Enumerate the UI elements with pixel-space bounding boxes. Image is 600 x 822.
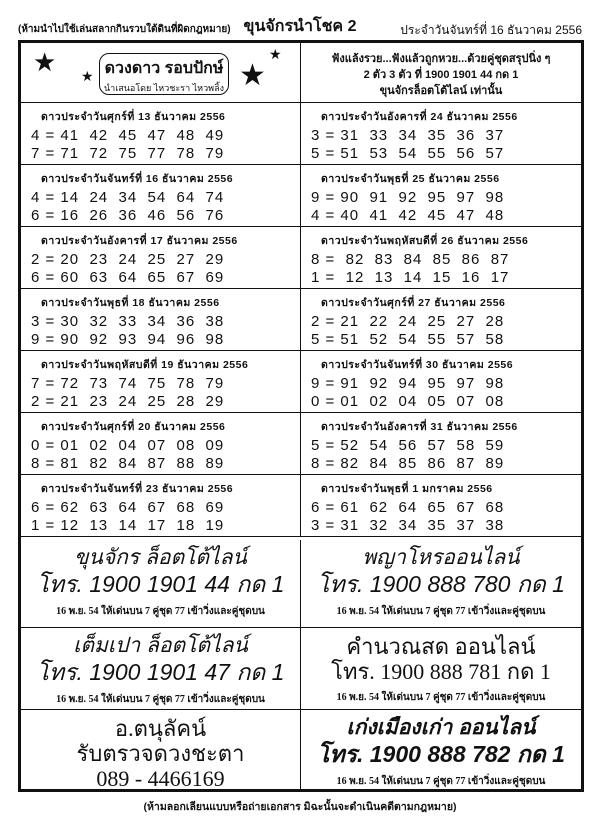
section-date: ดาวประจำวันพฤหัสบดีที่ 19 ธันวาคม 2556 <box>41 359 249 371</box>
section-date: ดาวประจำวันอังคารที่ 17 ธันวาคม 2556 <box>41 235 238 247</box>
number-row: 0 = 01 02 04 07 08 09 <box>31 437 225 454</box>
ad-phone: 089 - 4466169 <box>96 766 225 791</box>
star-day-section <box>301 103 581 165</box>
issue-date: ประจำวันจันทร์ที่ 16 ธันวาคม 2556 <box>400 23 582 37</box>
promo-line: 2 ตัว 3 ตัว ที่ 1900 1901 44 กด 1 <box>363 69 519 81</box>
ad-phone: โทร. 1900 1901 44 กด 1 <box>36 571 285 597</box>
number-row: 2 = 20 23 24 25 27 29 <box>31 251 225 268</box>
promo-line: ขุนจักรล็อตโต้ไลน์ เท่านั้น <box>379 85 503 97</box>
left-column <box>21 43 301 537</box>
ad-note: 16 พ.ย. 54 ให้เด่นบน 7 คู่ชุด 77 เข้าวิ่งและคู่ชุดบน <box>336 606 546 617</box>
number-row: 7 = 71 72 75 77 78 79 <box>31 145 225 162</box>
number-row: 4 = 41 42 45 47 48 49 <box>31 127 225 144</box>
section-date: ดาวประจำวันศุกร์ที่ 13 ธันวาคม 2556 <box>41 111 226 123</box>
section-date: ดาวประจำวันอังคารที่ 24 ธันวาคม 2556 <box>321 111 518 123</box>
ad-note: 16 พ.ย. 54 ให้เด่นบน 7 คู่ชุด 77 เข้าวิ่งและคู่ชุดบน <box>336 776 546 787</box>
section-date: ดาวประจำวันจันทร์ที่ 30 ธันวาคม 2556 <box>321 359 514 371</box>
star-day-section <box>301 165 581 227</box>
ad-phone: โทร. 1900 888 780 กด 1 <box>317 571 565 597</box>
promo-panel <box>301 43 581 103</box>
number-row: 3 = 31 33 34 35 36 37 <box>311 127 505 144</box>
ad-name: พญาโหรออนไลน์ <box>362 546 520 569</box>
ad-phone: โทร. 1900 1901 47 กด 1 <box>36 659 285 685</box>
number-row: 1 = 12 13 14 17 18 19 <box>31 517 225 534</box>
section-date: ดาวประจำวันจันทร์ที่ 16 ธันวาคม 2556 <box>41 173 234 185</box>
number-row: 5 = 51 52 54 55 57 58 <box>311 331 505 348</box>
main-frame <box>18 40 584 792</box>
logo-title: ดวงดาว รอบปักษ์ <box>104 60 224 77</box>
star-icon: ★ <box>269 46 282 62</box>
number-row: 9 = 90 92 93 94 96 98 <box>31 331 225 348</box>
number-row: 4 = 40 41 42 45 47 48 <box>311 207 505 224</box>
logo <box>99 53 229 95</box>
ad-name: คำนวณสด ออนไลน์ <box>346 634 536 659</box>
number-row: 6 = 62 63 64 67 68 69 <box>31 499 225 516</box>
number-row: 0 = 01 02 04 05 07 08 <box>311 393 505 410</box>
star-day-section <box>21 413 300 475</box>
ad-note: 16 พ.ย. 54 ให้เด่นบน 7 คู่ชุด 77 เข้าวิ่งและคู่ชุดบน <box>336 692 546 703</box>
logo-panel <box>21 43 300 103</box>
ad-name: อ.ตนุลัคน์ <box>114 716 207 741</box>
section-date: ดาวประจำวันศุกร์ที่ 27 ธันวาคม 2556 <box>321 297 506 309</box>
star-icon: ★ <box>33 47 57 77</box>
ads-section <box>21 540 581 789</box>
number-row: 6 = 61 62 64 65 67 68 <box>311 499 505 516</box>
logo-subtitle: นำเสนอโดย ไหวชะรา ไหวพลิ้ง <box>104 83 224 93</box>
number-row: 1 = 12 13 14 15 16 17 <box>311 269 510 286</box>
ad-astrologer <box>21 710 301 789</box>
star-icon: ★ <box>239 59 266 92</box>
ad-khunjak <box>21 540 301 627</box>
section-date: ดาวประจำวันพุธที่ 18 ธันวาคม 2556 <box>41 297 220 309</box>
number-row: 9 = 90 91 92 95 97 98 <box>311 189 505 206</box>
section-date: ดาวประจำวันพุธที่ 1 มกราคม 2556 <box>321 483 493 495</box>
ad-name: เต็มเปา ล็อตโต้ไลน์ <box>73 634 248 657</box>
star-day-section <box>301 475 581 537</box>
ad-phaya-hora <box>301 540 581 627</box>
number-row: 8 = 81 82 84 87 88 89 <box>31 455 225 472</box>
section-date: ดาวประจำวันพุธที่ 25 ธันวาคม 2556 <box>321 173 500 185</box>
star-icon: ★ <box>81 68 94 84</box>
promo-line: ฟังแล้งรวย...ฟังแล้วถูกหวย...ด้วยคู่ชุดสรุปนิ่ง ๆ <box>331 53 551 65</box>
ad-service: รับตรวจดวงชะตา <box>76 741 245 766</box>
legal-notice: (ห้ามนำไปใช้เล่นสลากกินรวบใต้ดินที่ผิดกฎหมาย) <box>18 24 231 35</box>
number-row: 2 = 21 23 24 25 28 29 <box>31 393 225 410</box>
page-title: ขุนจักรนำโชค 2 <box>243 18 357 35</box>
ad-name: ขุนจักร ล็อตโต้ไลน์ <box>74 546 247 569</box>
ad-name: เก่งเมืองเก่า ออนไลน์ <box>346 716 536 739</box>
footer-notice: (ห้ามลอกเลียนแบบหรือถ่ายเอกสาร มิฉะนั้นจะดำเนินคดีตามกฎหมาย) <box>143 801 457 813</box>
star-day-section <box>21 351 300 413</box>
number-row: 7 = 72 73 74 75 78 79 <box>31 375 225 392</box>
star-day-section <box>21 289 300 351</box>
number-row: 8 = 82 84 85 86 87 89 <box>311 455 505 472</box>
number-row: 2 = 21 22 24 25 27 28 <box>311 313 505 330</box>
star-day-section <box>21 227 300 289</box>
number-row: 4 = 14 24 34 54 64 74 <box>31 189 225 206</box>
right-column <box>301 43 581 537</box>
section-date: ดาวประจำวันอังคารที่ 31 ธันวาคม 2556 <box>321 421 518 433</box>
star-day-section <box>21 103 300 165</box>
number-row: 6 = 60 63 64 65 67 69 <box>31 269 225 286</box>
section-date: ดาวประจำวันศุกร์ที่ 20 ธันวาคม 2556 <box>41 421 226 433</box>
ad-note: 16 พ.ย. 54 ให้เด่นบน 7 คู่ชุด 77 เข้าวิ่งและคู่ชุดบน <box>56 694 265 705</box>
number-row: 5 = 51 53 54 55 56 57 <box>311 145 505 162</box>
ad-phone: โทร. 1900 888 782 กด 1 <box>317 741 565 767</box>
star-day-section <box>301 289 581 351</box>
ad-phone: โทร. 1900 888 781 กด 1 <box>331 659 551 684</box>
number-row: 3 = 31 32 34 35 37 38 <box>311 517 505 534</box>
star-day-section <box>301 413 581 475</box>
ad-kengmuangkao <box>301 710 581 789</box>
page-header <box>18 14 582 40</box>
section-date: ดาวประจำวันจันทร์ที่ 23 ธันวาคม 2556 <box>41 483 234 495</box>
star-day-section <box>21 475 300 537</box>
number-row: 8 = 82 83 84 85 86 87 <box>311 251 510 268</box>
star-day-section <box>301 227 581 289</box>
number-row: 3 = 30 32 33 34 36 38 <box>31 313 225 330</box>
star-day-section <box>21 165 300 227</box>
section-date: ดาวประจำวันพฤหัสบดีที่ 26 ธันวาคม 2556 <box>321 235 529 247</box>
ad-temphao <box>21 628 301 709</box>
number-row: 9 = 91 92 94 95 97 98 <box>311 375 505 392</box>
ad-kamnuan-sod <box>301 628 581 709</box>
number-row: 5 = 52 54 56 57 58 59 <box>311 437 505 454</box>
star-day-section <box>301 351 581 413</box>
ad-note: 16 พ.ย. 54 ให้เด่นบน 7 คู่ชุด 77 เข้าวิ่งและคู่ชุดบน <box>56 606 265 617</box>
number-row: 6 = 16 26 36 46 56 76 <box>31 207 225 224</box>
